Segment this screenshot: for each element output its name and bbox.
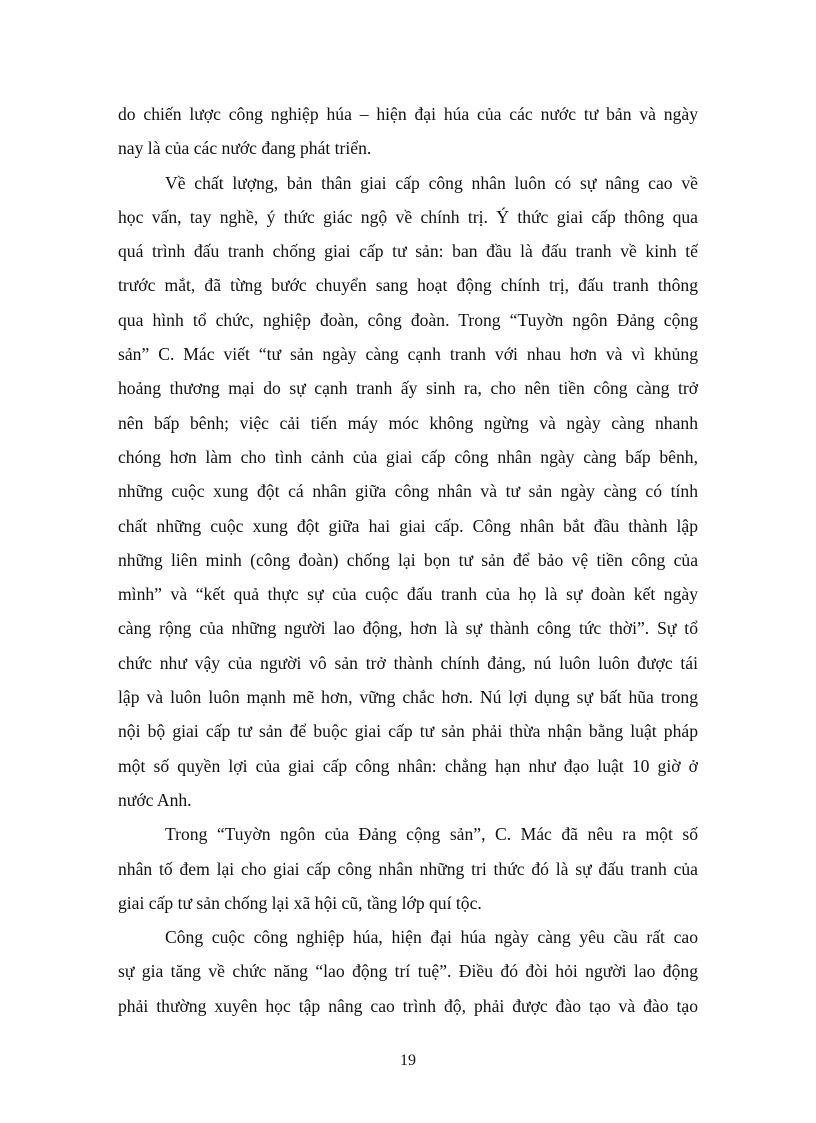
text-line: nội bộ giai cấp tư sản để buộc giai cấp tư sản phải thừa nhận bằng luật pháp xyxy=(118,721,698,742)
text-line: do chiến lược công nghiệp húa – hiện đại húa của các nước tư bản và ngày xyxy=(118,104,698,124)
text-line: lập và luôn luôn mạnh mẽ hơn, vững chắc hơn. Nú lợi dụng sự bất hũa trong xyxy=(118,687,698,708)
text-line: quá trình đấu tranh chống giai cấp tư sản: ban đầu là đấu tranh về kinh tế xyxy=(118,241,698,262)
text-line: nước Anh. xyxy=(118,789,192,810)
text-line: một số quyền lợi của giai cấp công nhân: chẳng hạn như đạo luật 10 giờ ở xyxy=(118,755,698,776)
page-body xyxy=(118,97,698,1023)
text-line: nhân tố đem lại cho giai cấp công nhân những tri thức đó là sự đấu tranh của xyxy=(118,858,698,879)
page-number: 19 xyxy=(400,1052,416,1069)
text-line: hoảng thương mại do sự cạnh tranh ấy sinh ra, cho nên tiền công càng trở xyxy=(118,378,698,399)
text-line: học vấn, tay nghề, ý thức giác ngộ về chính trị. Ý thức giai cấp thông qua xyxy=(118,206,698,227)
text-line: những cuộc xung đột cá nhân giữa công nhân và tư sản ngày càng có tính xyxy=(118,481,698,502)
text-line: nay là của các nước đang phát triển. xyxy=(118,138,372,159)
text-line: sản” C. Mác viết “tư sản ngày càng cạnh tranh với nhau hơn và vì khủng xyxy=(118,344,698,365)
text-line: chức như vậy của người vô sản trở thành chính đảng, nú luôn luôn được tái xyxy=(118,652,698,673)
text-line: Về chất lượng, bản thân giai cấp công nhân luôn có sự nâng cao về xyxy=(165,172,698,193)
text-line: trước mắt, đã từng bước chuyển sang hoạt động chính trị, đấu tranh thông xyxy=(118,275,698,296)
text-line: qua hình tổ chức, nghiệp đoàn, công đoàn. Trong “Tuyờn ngôn Đảng cộng xyxy=(118,309,698,330)
text-line: Công cuộc công nghiệp húa, hiện đại húa ngày càng yêu cầu rất cao xyxy=(165,927,698,948)
text-line: mình” và “kết quả thực sự của cuộc đấu tranh của họ là sự đoàn kết ngày xyxy=(118,584,698,605)
text-line: sự gia tăng về chức năng “lao động trí tuệ”. Điều đó đòi hỏi người lao động xyxy=(118,961,698,982)
text-line: chóng hơn làm cho tình cảnh của giai cấp công nhân ngày càng bấp bênh, xyxy=(118,446,698,467)
text-line: giai cấp tư sản chống lại xã hội cũ, tầng lớp quí tộc. xyxy=(118,892,482,913)
text-line: chất những cuộc xung đột giữa hai giai cấp. Công nhân bắt đầu thành lập xyxy=(118,515,698,536)
text-line: nên bấp bênh; việc cải tiến máy móc không ngừng và ngày càng nhanh xyxy=(118,412,698,433)
text-line: những liên minh (công đoàn) chống lại bọn tư sản để bảo vệ tiền công của xyxy=(118,549,698,570)
text-line: phải thường xuyên học tập nâng cao trình độ, phải được đào tạo và đào tạo xyxy=(118,995,698,1016)
text-line: Trong “Tuyờn ngôn của Đảng cộng sản”, C. Mác đã nêu ra một số xyxy=(165,824,698,845)
text-line: càng rộng của những người lao động, hơn là sự thành công tức thời”. Sự tổ xyxy=(118,618,698,639)
